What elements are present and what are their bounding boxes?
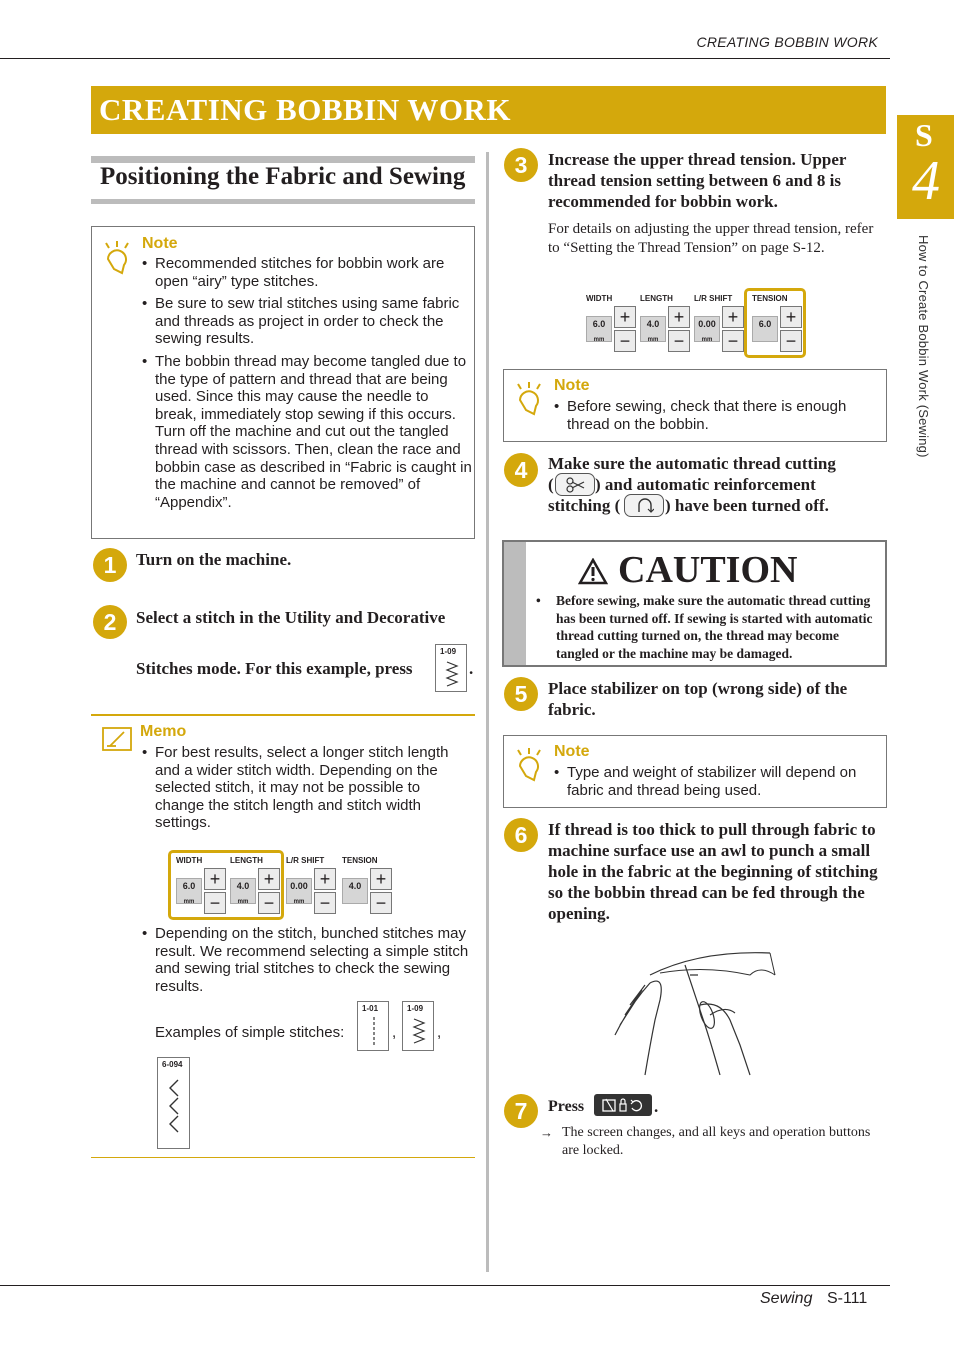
tension-value: 6.0 xyxy=(752,316,778,342)
footer xyxy=(760,1290,867,1308)
lr-shift-label: L/R SHIFT xyxy=(286,856,325,865)
examples-label: Examples of simple stitches: xyxy=(155,1024,345,1041)
step-text: ) and automatic reinforcement xyxy=(595,475,816,494)
tension-value: 4.0 xyxy=(342,878,368,904)
memo-label: Memo xyxy=(140,723,187,740)
chapter-tab xyxy=(897,115,954,219)
step-text: Make sure the automatic thread cutting xyxy=(548,454,836,473)
note-box xyxy=(91,226,475,539)
step-text: ) have been turned off. xyxy=(665,496,829,515)
decorative-stitch-icon xyxy=(166,1078,182,1138)
lr-shift-minus-button[interactable]: − xyxy=(722,330,744,352)
length-label: LENGTH xyxy=(230,856,263,865)
stitch-code: 1-01 xyxy=(362,1004,379,1013)
length-minus-button[interactable]: − xyxy=(258,892,280,914)
length-plus-button[interactable]: + xyxy=(258,868,280,890)
zigzag-stitch-icon xyxy=(445,660,459,688)
step-text: Stitches mode. For this example, press xyxy=(136,659,413,678)
list-item: • The bobbin thread may become tangled due to the type of pattern and thread that are being used. Since this may cause the needle to break, immediately stop sewing if this occurs. Turn off the machine and cut out the tangled thread with scissors. Then, clean the race and bobbin case as described in “Fabric is caught in the machine and cannot be removed” of “Appendix”. xyxy=(142,353,472,511)
memo-list xyxy=(142,925,472,1000)
note-box xyxy=(503,735,887,808)
caution-text: • Before sewing, make sure the automatic thread cutting has been turned off. If sewing is started with automatic thread cutting turned on, the thread may become tangled or the machine may be damaged. xyxy=(534,592,884,662)
step-result: The screen changes, and all keys and operation buttons are locked. xyxy=(562,1125,871,1158)
zigzag-stitch-icon xyxy=(412,1017,426,1047)
step-suffix: . xyxy=(654,1097,659,1116)
memo-list xyxy=(142,744,472,837)
length-value: 4.0 mm xyxy=(640,316,666,342)
step-text: ( xyxy=(548,475,554,494)
list-item: • For best results, select a longer stitch length and a wider stitch width. Depending on the selected stitch, it may not be possible to change the stitch length and stitch width settings. xyxy=(142,744,472,832)
reinforcement-key[interactable] xyxy=(624,494,664,517)
tension-plus-button[interactable]: + xyxy=(780,306,802,328)
highlight-frame xyxy=(168,850,284,920)
step-detail: For details on adjusting the upper thread tension, refer to “Setting the Thread Tension” on page S-12. xyxy=(548,221,874,256)
step-number: 4 xyxy=(504,453,538,487)
step-text: If thread is too thick to pull through fabric to machine surface use an awl to punch a small hole in the fabric at the beginning of stitching so the bobbin thread can be fed through the opening. xyxy=(548,820,878,923)
note-box xyxy=(503,369,887,442)
note-label: Note xyxy=(554,377,590,394)
step-number: 3 xyxy=(504,148,538,182)
step-text: Press xyxy=(548,1098,585,1115)
separator-comma: , xyxy=(437,1024,442,1041)
note-list xyxy=(554,398,884,438)
tension-minus-button[interactable]: − xyxy=(370,892,392,914)
lr-shift-value: 0.00 mm xyxy=(286,878,312,904)
length-control xyxy=(640,290,694,360)
width-value: 6.0 mm xyxy=(586,316,612,342)
list-item: • Before sewing, check that there is enough thread on the bobbin. xyxy=(554,398,884,433)
warning-icon xyxy=(578,558,608,585)
lr-shift-control xyxy=(694,290,748,360)
width-value: 6.0 mm xyxy=(176,878,202,904)
footer-section: Sewing xyxy=(760,1290,813,1307)
step-text: Turn on the machine. xyxy=(136,550,292,569)
tension-label: TENSION xyxy=(752,294,788,303)
note-list xyxy=(142,255,472,516)
thread-cutting-key[interactable] xyxy=(555,473,595,496)
note-icon xyxy=(514,748,544,784)
stitch-key-decorative xyxy=(157,1057,190,1149)
width-minus-button[interactable]: − xyxy=(204,892,226,914)
page-title: CREATING BOBBIN WORK xyxy=(99,92,511,127)
tension-minus-button[interactable]: − xyxy=(780,330,802,352)
chapter-number: 4 xyxy=(912,150,940,212)
width-plus-button[interactable]: + xyxy=(204,868,226,890)
width-label: WIDTH xyxy=(176,856,203,865)
stitch-key-button[interactable] xyxy=(435,644,467,692)
list-item: • Type and weight of stabilizer will depend on fabric and thread being used. xyxy=(554,764,884,799)
page-number: S-111 xyxy=(826,1290,868,1307)
step-number: 2 xyxy=(93,605,127,639)
note-icon xyxy=(514,382,544,418)
stitch-settings-panel xyxy=(582,290,810,362)
title-bar xyxy=(91,86,886,134)
tension-control xyxy=(342,852,396,922)
lr-shift-control xyxy=(286,852,340,922)
separator-comma: , xyxy=(392,1024,397,1041)
stitch-key-zigzag xyxy=(402,1001,434,1051)
result-arrow: → xyxy=(540,1125,553,1140)
note-list xyxy=(554,764,884,804)
column-divider xyxy=(486,152,489,1272)
side-section-text: How to Create Bobbin Work (Sewing) xyxy=(916,235,931,458)
step-text: stitching ( xyxy=(548,496,621,515)
width-minus-button[interactable]: − xyxy=(614,330,636,352)
scissors-icon xyxy=(566,477,586,493)
note-icon xyxy=(102,241,132,277)
list-item: • Recommended stitches for bobbin work are open “airy” type stitches. xyxy=(142,255,472,290)
width-label: WIDTH xyxy=(586,294,613,303)
width-plus-button[interactable]: + xyxy=(614,306,636,328)
lock-key-button[interactable] xyxy=(594,1094,652,1116)
list-item: • Depending on the stitch, bunched stitches may result. We recommend selecting a simple stitch and sewing trial stitches to check the sewing results. xyxy=(142,925,472,995)
step-text: Increase the upper thread tension. Upper thread tension setting between 6 and 8 is recommended for bobbin work. xyxy=(548,150,847,211)
section-heading-text: Positioning the Fabric and Sewing xyxy=(100,163,466,190)
chapter-letter: S xyxy=(915,117,933,153)
header-rule xyxy=(0,58,890,59)
length-label: LENGTH xyxy=(640,294,673,303)
section-heading xyxy=(91,156,475,204)
running-header: CREATING BOBBIN WORK xyxy=(696,34,878,50)
length-value: 4.0 mm xyxy=(230,878,256,904)
footer-rule xyxy=(0,1285,890,1286)
width-control xyxy=(586,290,640,360)
stitch-code: 1-09 xyxy=(440,647,457,656)
step-number: 7 xyxy=(504,1094,538,1128)
step-number: 1 xyxy=(93,548,127,582)
heading-bottom-bar xyxy=(91,199,475,204)
caution-side-bar xyxy=(504,542,526,665)
step-suffix: . xyxy=(469,659,474,678)
highlight-frame xyxy=(744,288,806,358)
stitch-key-straight xyxy=(357,1001,389,1051)
caution-title: CAUTION xyxy=(618,549,798,591)
memo-bottom-rule xyxy=(91,1157,475,1158)
tension-label: TENSION xyxy=(342,856,378,865)
memo-top-rule xyxy=(91,714,475,716)
note-label: Note xyxy=(554,743,590,760)
lr-shift-label: L/R SHIFT xyxy=(694,294,733,303)
stitch-settings-panel xyxy=(170,852,398,924)
lr-shift-plus-button[interactable]: + xyxy=(722,306,744,328)
awl-hands-illustration xyxy=(610,945,790,1077)
lr-shift-minus-button[interactable]: − xyxy=(314,892,336,914)
stitch-code: 6-094 xyxy=(162,1060,183,1069)
caution-box xyxy=(502,540,887,667)
step-number: 6 xyxy=(504,818,538,852)
lock-icon xyxy=(600,1097,646,1113)
lr-shift-plus-button[interactable]: + xyxy=(314,868,336,890)
length-minus-button[interactable]: − xyxy=(668,330,690,352)
note-label: Note xyxy=(142,235,178,252)
tension-plus-button[interactable]: + xyxy=(370,868,392,890)
heading-top-bar xyxy=(91,156,475,163)
reinforcement-icon xyxy=(636,498,654,514)
memo-icon xyxy=(102,727,134,753)
step-text: Select a stitch in the Utility and Decorative xyxy=(136,608,446,627)
length-plus-button[interactable]: + xyxy=(668,306,690,328)
lr-shift-value: 0.00 mm xyxy=(694,316,720,342)
list-item: • Be sure to sew trial stitches using same fabric and threads as project in order to check the sewing results. xyxy=(142,295,472,348)
step-number: 5 xyxy=(504,677,538,711)
straight-stitch-icon xyxy=(372,1017,376,1047)
step-text: Place stabilizer on top (wrong side) of the fabric. xyxy=(548,679,848,719)
stitch-code: 1-09 xyxy=(407,1004,424,1013)
